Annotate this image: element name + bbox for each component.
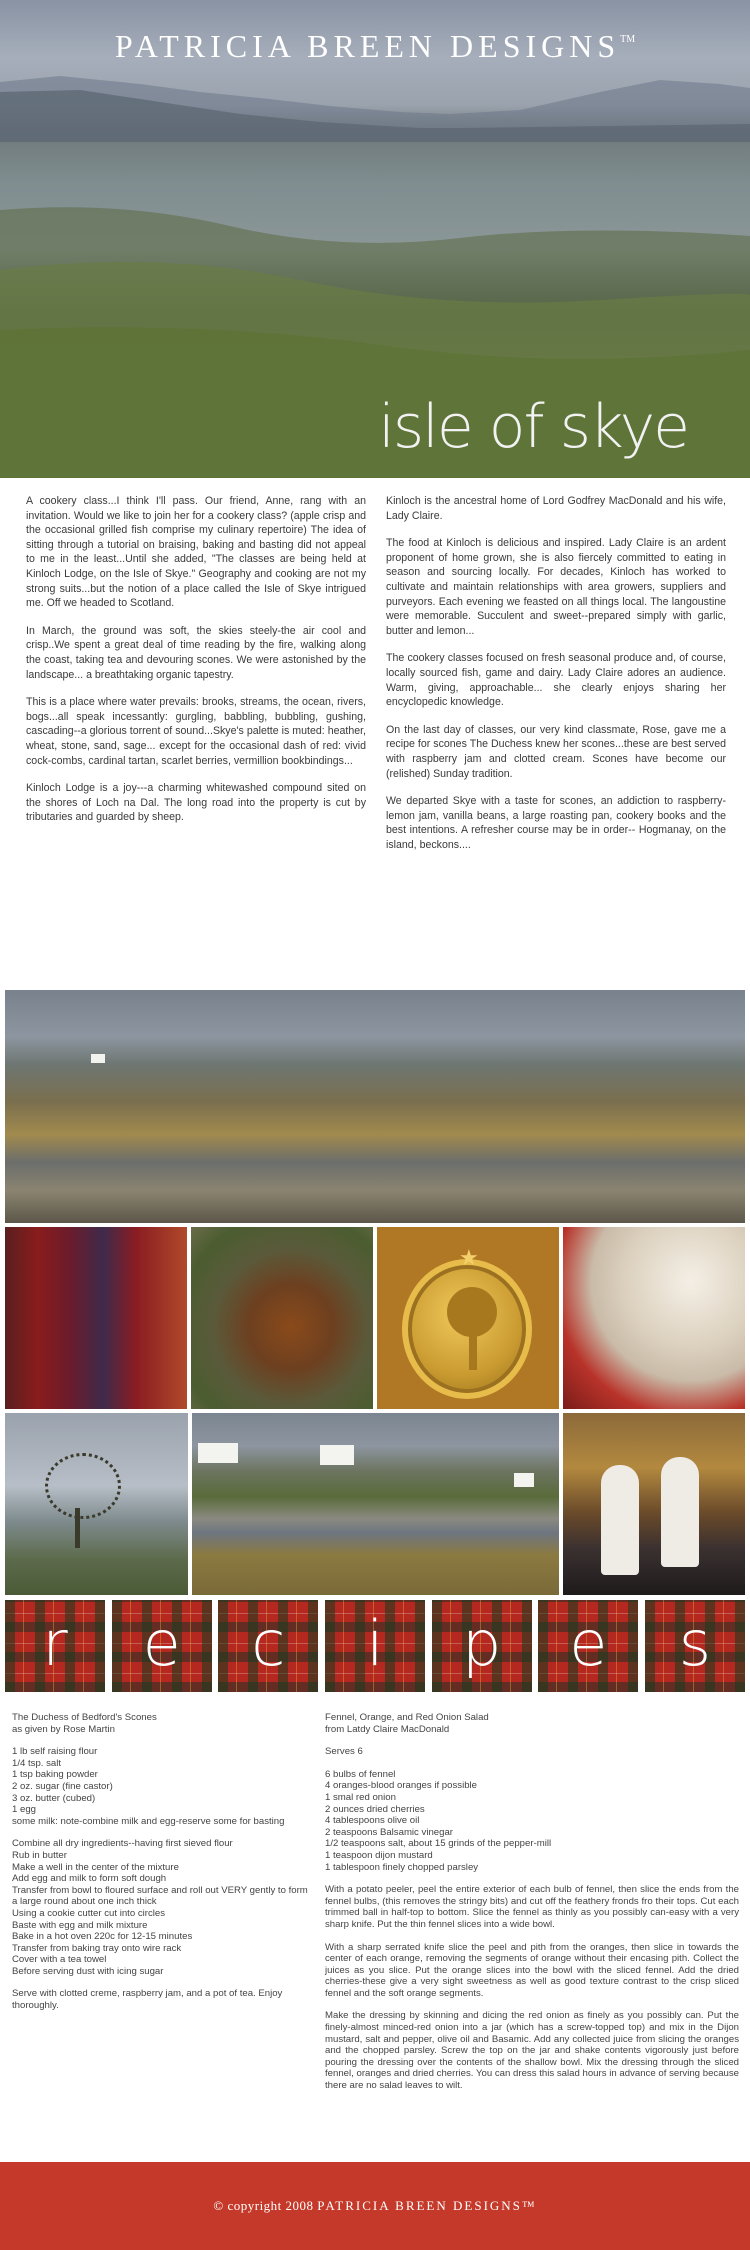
- recipe-step: Transfer from bowl to floured surface and roll out VERY gently to form a large round about one inch thick: [12, 1884, 308, 1908]
- cookery-class-photo: [563, 1413, 745, 1595]
- scones-strawberries-photo: [563, 1227, 745, 1409]
- ingredient: 1/2 teaspoons salt, about 15 grinds of the pepper-mill: [325, 1838, 552, 1850]
- recipe-step: Baste with egg and milk mixture: [12, 1919, 148, 1931]
- tree-canopy: [45, 1453, 121, 1519]
- ingredient: 2 ounces dried cherries: [325, 1803, 425, 1815]
- tree-trunk: [75, 1508, 80, 1548]
- tartan-tile: [218, 1600, 318, 1692]
- banner-letter: i: [366, 1607, 384, 1680]
- intro-paragraph: Kinloch is the ancestral home of Lord Godfrey MacDonald and his wife, Lady Claire.: [386, 495, 726, 522]
- tartan-tile: [5, 1600, 105, 1692]
- recipe-title: The Duchess of Bedford's Scones: [12, 1712, 157, 1723]
- ingredient: 2 oz. sugar (fine castor): [12, 1780, 113, 1792]
- tartan-tile: [325, 1600, 425, 1692]
- intro-right-column: [386, 494, 726, 865]
- ingredient: 1 smal red onion: [325, 1791, 396, 1803]
- intro-story: [26, 494, 726, 865]
- method-paragraph: Make the dressing by skinning and dicing the red onion as finely as you possibly can. Put the finely-almost minced-red onion into a jar (which has a screw-topped top) and mix in the Dijon mustard, salt and pepper, olive oil and Basamic. Add any collected juice from slicing the oranges and the chopped parsley. Screw the top on the jar and shake contents vigorously just before pouring the dressing over the contents of the shallow bowl. Mix the dressing through the sliced fennel, oranges and dried cherries. You can dress this salad hours in advance of serving because there are no salad leaves to wilt.: [325, 2010, 739, 2092]
- cook-figure: [661, 1457, 699, 1567]
- tartan-tile: [645, 1600, 745, 1692]
- river-landscape-photo: [5, 990, 745, 1223]
- kinloch-lodge-photo: [192, 1413, 559, 1595]
- tree-trunk: [469, 1332, 477, 1370]
- intro-paragraph: The food at Kinloch is delicious and inspired. Lady Claire is an ardent proponent of home grown, she is also fiercely committed to eating in season and sourcing locally. For decades, Kinloch has worked to cultivate and maintain relationships with area growers, suppliers and purveyors. Each evening we feasted on all things local. The langoustine were memorable. Succulent and sweet--prepared simply with garlic, butter and lemon...: [386, 537, 726, 637]
- intro-paragraph: Kinloch Lodge is a joy---a charming whitewashed compound sited on the shores of Loch na Dal. The long road into the property is cut by tributaries and guarded by sheep.: [26, 782, 366, 824]
- hero-landscape-photo: [0, 0, 750, 478]
- tartan-books-photo: [5, 1227, 187, 1409]
- lodge-building: [198, 1443, 238, 1463]
- recipe-step: Using a cookie cutter cut into circles: [12, 1907, 166, 1919]
- recipe-step: Add egg and milk to form soft dough: [12, 1873, 167, 1885]
- lodge-building: [514, 1473, 534, 1487]
- lodge-building: [320, 1445, 354, 1465]
- ingredient-list: [325, 1769, 739, 1873]
- recipe-step: Make a well in the center of the mixture: [12, 1861, 179, 1873]
- ingredient: 1 tsp baking powder: [12, 1769, 98, 1781]
- method-paragraph: With a potato peeler, peel the entire exterior of each bulb of fennel, then slice the ends from the fennel bulbs, (this removes the stringy bits) and cut off the feathery fronds fro their tops. Cut each trimmed ball in half-top to bottom. Slice the fennel as thinly as you possibly can-easy with a very sharp knife. Put the thin fennel slices into a wide bowl.: [325, 1884, 739, 1930]
- recipe-heading: [12, 1712, 312, 1735]
- gold-crest-photo: [377, 1227, 559, 1409]
- brand-title: PATRICIA BREEN DESIGNS™: [114, 28, 636, 64]
- intro-left-column: [26, 494, 366, 865]
- ingredient-list: [12, 1746, 312, 1827]
- recipe-byline: from Latdy Claire MacDonald: [325, 1723, 450, 1735]
- intro-paragraph: The cookery classes focused on fresh seasonal produce and, of course, locally sourced fish, game and dairy. Lady Claire adores an audience. Warm, giving, approachable... she clearly enjoys sharing her encyclopedic knowledge.: [386, 652, 726, 709]
- ingredient: 2 teaspoons Balsamic vinegar: [325, 1826, 453, 1838]
- copyright-line: [0, 2198, 750, 2214]
- serves-note: Serves 6: [325, 1746, 363, 1758]
- banner-letter: p: [461, 1607, 502, 1680]
- page-subtitle: isle of skye: [378, 392, 688, 462]
- recipe-step: Bake in a hot oven 220c for 12-15 minutes: [12, 1931, 193, 1943]
- ingredient: 1 teaspoon dijon mustard: [325, 1849, 433, 1861]
- recipe-step: Before serving dust with icing sugar: [12, 1965, 164, 1977]
- lone-tree-photo: [5, 1413, 188, 1595]
- intro-paragraph: In March, the ground was soft, the skies steely-the air cool and crisp..We spent a great deal of time reading by the fire, walking along the coast, taking tea and devouring scones. We were astonished by the landscape... a breathtaking organic tapestry.: [26, 624, 366, 681]
- cook-figure: [601, 1465, 639, 1575]
- ingredient: 1 egg: [12, 1804, 37, 1816]
- ingredient: 6 bulbs of fennel: [325, 1768, 396, 1780]
- recipe-heading: [325, 1712, 739, 1735]
- rooster-photo: [191, 1227, 373, 1409]
- tartan-tile: [112, 1600, 212, 1692]
- ingredient: 4 oranges-blood oranges if possible: [325, 1780, 478, 1792]
- footer-brand: PATRICIA BREEN DESIGNS™: [317, 2198, 537, 2213]
- white-cottage: [91, 1054, 105, 1063]
- banner-letter: r: [42, 1607, 68, 1680]
- salad-recipe: [325, 1712, 739, 2103]
- recipe-byline: as given by Rose Martin: [12, 1723, 115, 1735]
- intro-paragraph: This is a place where water prevails: brooks, streams, the ocean, rivers, bogs...all speak incessantly: gurgling, babbling, bubbling, gushing, cascading--a glorious torrent of sound...Skye's palette is muted: heather, wheat, stone, sand, sage... except for the occasional dash of red: vivid cock-combs, cardinal tartan, scarlet berries, vermillion bookbindings...: [26, 696, 366, 767]
- footer: [0, 2162, 750, 2250]
- serving-note: Serve with clotted creme, raspberry jam, and a pot of tea. Enjoy thoroughly.: [12, 1988, 283, 2012]
- recipe-step: Cover with a tea towel: [12, 1954, 107, 1966]
- ingredient: 1 lb self raising flour: [12, 1746, 98, 1758]
- banner-letter: e: [142, 1607, 181, 1680]
- recipe-title: Fennel, Orange, and Red Onion Salad: [325, 1712, 489, 1723]
- ingredient: 3 oz. butter (cubed): [12, 1792, 96, 1804]
- ingredient: some milk: note-combine milk and egg-reserve some for basting: [12, 1815, 285, 1827]
- step-list: [12, 1838, 312, 1977]
- star-icon: ★: [459, 1245, 479, 1270]
- banner-letter: s: [678, 1607, 712, 1680]
- tree-emblem-icon: [447, 1287, 497, 1337]
- recipe-step: Transfer from baking tray onto wire rack: [12, 1942, 182, 1954]
- copyright-text: © copyright 2008: [213, 2198, 314, 2213]
- banner-letter: c: [251, 1607, 286, 1680]
- ingredient: 4 tablespoons olive oil: [325, 1815, 420, 1827]
- tartan-tile: [432, 1600, 532, 1692]
- recipe-step: Combine all dry ingredients--having first sieved flour: [12, 1838, 233, 1850]
- ingredient: 1/4 tsp. salt: [12, 1757, 62, 1769]
- method-paragraph: With a sharp serrated knife slice the peel and pith from the oranges, then slice in towards the center of each orange, removing the segments of orange without their encasing pith. Collect the juices as you slice. Put the orange slices into the bowl with the sliced fennel. Add the dried cherries-these give a very sight sweetness as well as good texture contrast to the crisp sliced fennel and the soft orange segments.: [325, 1941, 739, 1999]
- recipe-step: Rub in butter: [12, 1849, 67, 1861]
- tartan-tile: [538, 1600, 638, 1692]
- ingredient: 1 tablespoon finely chopped parsley: [325, 1861, 479, 1873]
- intro-paragraph: A cookery class...I think I'll pass. Our friend, Anne, rang with an invitation. Would we like to join her for a cookery class? (apple crisp and the occasional grilled fish comprise my culinary repertoire) The idea of sitting through a tutorial on braising, baking and basting did not appeal to me in the least...Until she added, "The classes are being held at Kinloch Lodge, on the Isle of Skye." Geography and cooking are not my strong suits...but the notion of a place called the Isle of Skye intrigued me. Off we headed to Scotland.: [26, 495, 366, 610]
- recipes-banner: [5, 1600, 745, 1692]
- intro-paragraph: On the last day of classes, our very kind classmate, Rose, gave me a recipe for scones The Duchess knew her scones...these are best served with raspberry jam and clotted cream. Scones have become our (relished) Sunday tradition.: [386, 723, 726, 780]
- intro-paragraph: We departed Skye with a taste for scones, an addiction to raspberry-lemon jam, vanilla beans, a large roasting pan, cookery books and the best intentions. A refresher course may be in order-- Hogmanay, on the island, beckons....: [386, 795, 726, 851]
- scones-recipe: [12, 1712, 312, 2023]
- banner-letter: e: [569, 1607, 608, 1680]
